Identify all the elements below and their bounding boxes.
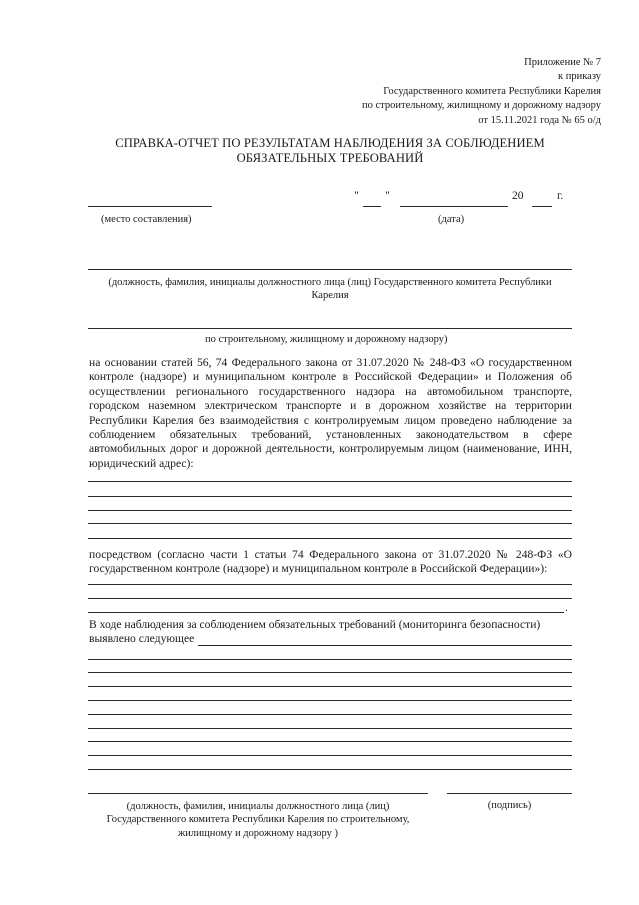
date-caption: (дата) [438,214,465,225]
official-field-line[interactable] [88,269,572,270]
official-caption-line-1: (должность, фамилия, инициалы должностного лица (лиц) Государственного комитета Республики [108,277,552,288]
appendix-block [362,56,601,128]
appendix-order-date: от 15.11.2021 года № 65 о/д [478,114,601,126]
means-line-1[interactable] [88,584,572,585]
appendix-number: Приложение № 7 [524,57,601,68]
means-end-period: . [565,601,568,614]
findings-line-2: выявлено следующее [89,632,195,646]
means-line-3[interactable] [88,612,564,613]
controlled-person-line-1[interactable] [88,481,572,482]
findings-line-i[interactable] [88,769,572,770]
means-line-2[interactable] [88,598,572,599]
official-caption-line-2: Карелия [311,290,349,301]
findings-line-h[interactable] [88,755,572,756]
official-field-line-2[interactable] [88,328,572,329]
controlled-person-line-3[interactable] [88,510,572,511]
appendix-committee-scope: по строительному, жилищному и дорожному надзору [361,100,601,112]
findings-line-b[interactable] [88,672,572,673]
year-suffix: г. [557,190,564,202]
signature-field-line[interactable] [447,793,572,794]
place-caption: (место составления) [101,214,192,225]
controlled-person-line-4[interactable] [88,523,572,524]
official-caption-line-3: по строительному, жилищному и дорожному надзору) [205,334,448,345]
basis-paragraph: на основании статей 56, 74 Федерального закона от 31.07.2020 № 248-ФЗ «О государственном контроле (надзоре) и муниципальном контроле в Российской Федерации» и Положения об осуществлении регионального государственного надзора на автомобильном транспорте, городском наземном электрическом транспорте и в дорожном хозяйстве на территории Республики Карелия без взаимодействия с контролируемым лицом проведено наблюдение за соблюдением обязательных требований, установленных законодательством в сфере автомобильных дорог и дорожной деятельности, контролируемым лицом (наименование, ИНН, юридический адрес): [89,356,572,470]
findings-line-c[interactable] [88,686,572,687]
findings-line-1: В ходе наблюдения за соблюдением обязательных требований (мониторинга безопасности) [89,618,541,631]
findings-line-d[interactable] [88,700,572,701]
date-quote-close: " [385,188,390,202]
controlled-person-line-5[interactable] [88,538,572,539]
findings-intro [89,618,572,647]
signatory-caption [88,800,428,840]
official-caption [88,276,572,302]
title-line-1: СПРАВКА-ОТЧЕТ ПО РЕЗУЛЬТАТАМ НАБЛЮДЕНИЯ ЗА СОБЛЮДЕНИЕМ [115,136,545,150]
day-field-line[interactable] [363,206,381,207]
appendix-order: к приказу [558,71,601,83]
findings-line-g[interactable] [88,741,572,742]
findings-line-e[interactable] [88,714,572,715]
signatory-field-line[interactable] [88,793,428,794]
title-line-2: ОБЯЗАТЕЛЬНЫХ ТРЕБОВАНИЙ [236,151,424,165]
year-field-line[interactable] [532,206,552,207]
signatory-caption-line-2: Государственного комитета Республики Карелия по строительному, [106,814,410,826]
findings-first-line[interactable] [198,645,572,646]
signatory-caption-line-3: жилищному и дорожному надзору ) [177,827,339,839]
signatory-caption-line-1: (должность, фамилия, инициалы должностного лица (лиц) [126,801,390,812]
document-title [100,136,560,166]
signature-caption: (подпись) [487,800,532,811]
controlled-person-line-2[interactable] [88,496,572,497]
year-prefix: 20 [512,190,524,202]
findings-line-f[interactable] [88,728,572,729]
date-quote-open: " [354,188,359,202]
month-field-line[interactable] [400,206,508,207]
place-field-line[interactable] [88,206,212,207]
appendix-committee: Государственного комитета Республики Карелия [383,85,601,97]
means-paragraph: посредством (согласно части 1 статьи 74 Федерального закона от 31.07.2020 № 248-ФЗ «О государственном контроле (надзоре) и муниципальном контроле в Российской Федерации»): [89,548,572,576]
findings-line-a[interactable] [88,659,572,660]
